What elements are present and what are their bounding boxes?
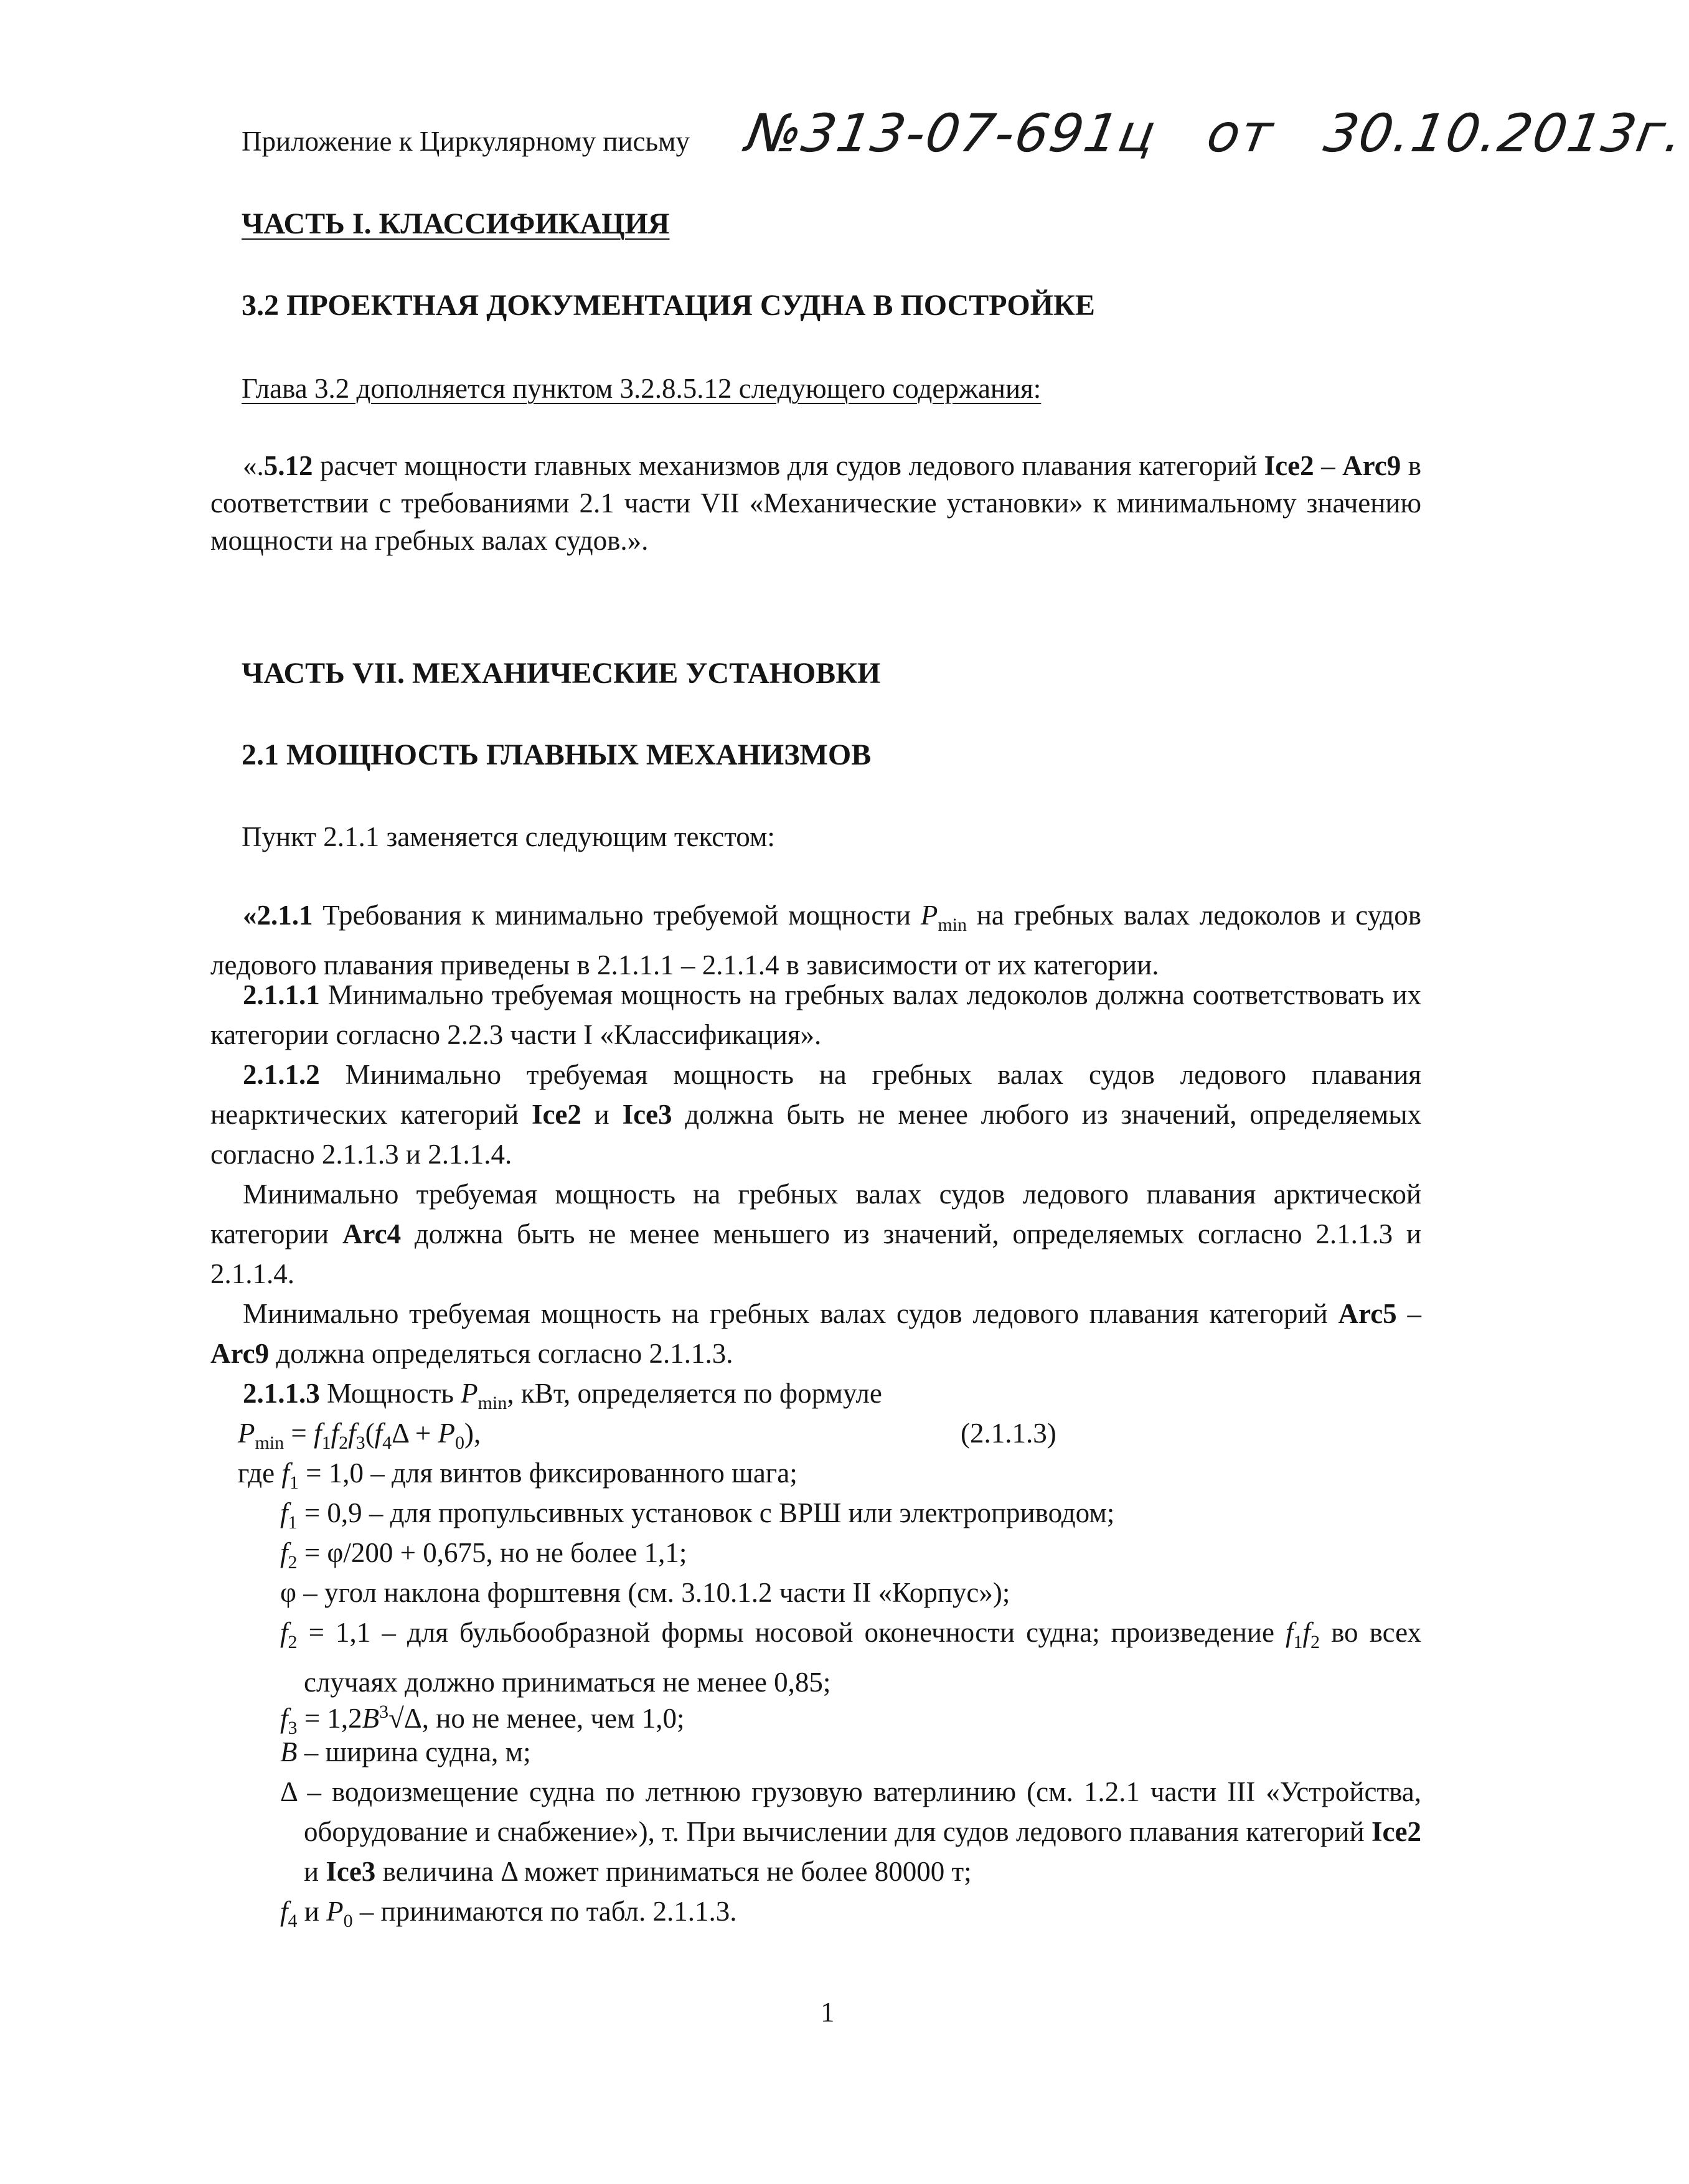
handwritten-date: 30.10.2013г. (1319, 103, 1689, 164)
where-phi-definition: φ – угол наклона форштевня (см. 3.10.1.2 части II «Корпус»); (280, 1577, 1010, 1608)
category-arc9: Arc9 (1342, 450, 1401, 481)
paragraph-2-1-1-1: 2.1.1.1 Минимально требуемая мощность на гребных валах ледоколов должна соответствовать их категории согласно 2.2.3 части I «Классификация». (210, 979, 1421, 1050)
where-b-breadth: B – ширина судна, м; (280, 1736, 531, 1767)
where-f4-p0: $f_4$ и $P_0$ – принимаются по табл. 2.1.1.3. (280, 1896, 737, 1931)
chapter-3-2-intro: Глава 3.2 дополняется пунктом 3.2.8.5.12 следующего содержания: (242, 373, 1042, 404)
paragraph-2-1-1-3: 2.1.1.3 Мощность $P_{min}$, кВт, определяется по формуле (243, 1378, 882, 1413)
where-f2-bulbous: $f_2 = 1,1$ – для бульбообразной формы носовой оконечности судна; произведение $f_1f_2$ во всех случаях должно приниматься не менее 0,85; (280, 1617, 1421, 1698)
formula-number: (2.1.1.3) (961, 1418, 1056, 1449)
part1-title: ЧАСТЬ I. КЛАССИФИКАЦИЯ (242, 207, 670, 240)
paragraph-arc4: Минимально требуемая мощность на гребных валах судов ледового плавания арктической категории Arc4 должна быть не менее меньшего из значений, определяемых согласно 2.1.1.3 и 2.1.1.4. (210, 1179, 1421, 1289)
handwritten-number: №313-07-691ц (741, 103, 1162, 164)
where-f1-fixed-pitch: где $f_1 = 1,0$ – для винтов фиксированного шага; (238, 1457, 797, 1493)
point-2-1-1-intro: Пункт 2.1.1 заменяется следующим текстом: (242, 821, 775, 852)
appendix-label: Приложение к Циркулярному письму (242, 126, 690, 157)
formula-pmin: $P_{min} = f_1f_2f_3(f_4\Delta + P_0)$, (238, 1418, 481, 1453)
where-f1-cpp: $f_1 = 0,9$ – для пропульсивных установок с ВРШ или электроприводом; (280, 1497, 1115, 1533)
where-f2-phi: $f_2 = \varphi/200 + 0,675$, но не более 1,1; (280, 1537, 687, 1573)
handwritten-letter-reference (741, 103, 1689, 164)
page-number: 1 (821, 1997, 835, 2028)
part7-title: ЧАСТЬ VII. МЕХАНИЧЕСКИЕ УСТАНОВКИ (242, 657, 881, 690)
paragraph-arc5-arc9: Минимально требуемая мощность на гребных валах судов ледового плавания категорий Arc5 – Arc9 должна определяться согласно 2.1.1.3. (210, 1298, 1421, 1369)
item-number: 5.12 (263, 450, 313, 481)
section-2-1-title: 2.1 МОЩНОСТЬ ГЛАВНЫХ МЕХАНИЗМОВ (242, 738, 872, 771)
where-f3: $f_3 = 1,2B^3√\Delta$, но не менее, чем 1,0; (280, 1702, 685, 1738)
paragraph-2-1-1-2: 2.1.1.2 Минимально требуемая мощность на гребных валах судов ледового плавания неарктических категорий Ice2 и Ice3 должна быть не менее любого из значений, определяемых согласно 2.1.1.3 и 2.1.1.4. (210, 1059, 1421, 1170)
handwritten-from: от (1202, 103, 1279, 164)
category-ice2: Ice2 (1264, 450, 1314, 481)
where-delta-displacement: Δ – водоизмещение судна по летнюю грузовую ватерлинию (см. 1.2.1 части III «Устройства, оборудование и снабжение»), т. При вычислении для судов ледового плавания категорий Ice2 и Ice3 величина Δ может приниматься не более 80000 т; (280, 1776, 1421, 1887)
paragraph-2-1-1: «2.1.1 Требования к минимально требуемой мощности $P_{min}$ на гребных валах ледоколов и судов ледового плавания приведены в 2.1.1.1 – 2.1.1.4 в зависимости от их категории. (210, 900, 1421, 981)
section-3-2-title: 3.2 ПРОЕКТНАЯ ДОКУМЕНТАЦИЯ СУДНА В ПОСТРОЙКЕ (242, 289, 1095, 322)
paragraph-3-2-8-5-12: «.5.12 расчет мощности главных механизмов для судов ледового плавания категорий Ice2 – Arc9 в соответствии с требованиями 2.1 части VII «Механические установки» к минимальному значению мощности на гребных валах судов.». (210, 450, 1422, 556)
